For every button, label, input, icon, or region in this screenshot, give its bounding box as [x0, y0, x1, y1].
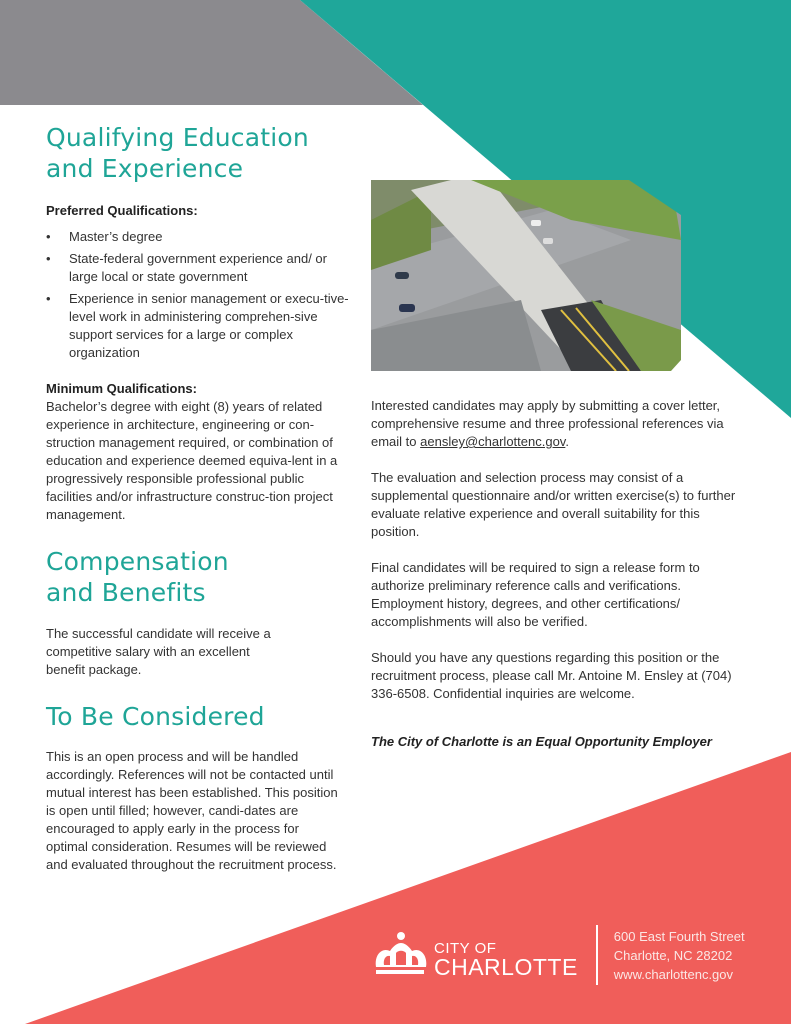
bullet-icon: • [46, 229, 51, 244]
questions-text: Should you have any questions regarding this position or the recruitment process, please call Mr. Antoine M. Ensley at (704) 336-6508. Confidential inquiries are welcome. [371, 650, 732, 701]
apply-text: Interested candidates may apply by submitting a cover letter, comprehensive resume and three professional references via email to [371, 398, 724, 449]
bridge-photo [371, 180, 681, 371]
logo-city-of: CITY OF [434, 940, 497, 957]
list-item [46, 290, 351, 362]
qualifying-section [46, 122, 351, 524]
compensation-text: The successful candidate will receive a competitive salary with an excellent benefit package. [46, 626, 271, 677]
footer [372, 925, 745, 985]
logo-charlotte: CHARLOTTE [434, 954, 578, 980]
list-item-text: Experience in senior management or execu-tive-level work in administering comprehen-sive support services for a large or complex organization [69, 291, 349, 360]
list-item-text: Master’s degree [69, 229, 163, 244]
apply-text-end: . [565, 434, 569, 449]
final-candidates-text: Final candidates will be required to sign a release form to authorize preliminary reference calls and verifications. Employment history, degrees, and other certifications/ accomplishments will also be verified. [371, 560, 700, 629]
email-link[interactable]: aensley@charlottenc.gov [420, 434, 566, 449]
equal-opportunity-statement: The City of Charlotte is an Equal Opportunity Employer [371, 734, 712, 749]
qualifying-title-line1: Qualifying Education [46, 123, 309, 152]
crown-icon [372, 931, 430, 979]
minimum-qualifications-text: Bachelor’s degree with eight (8) years of related experience in architecture, engineering or con-struction management required, or combination of education and experience deemed equiva-lent in a progressively responsible professional public facilities and/or infrastructure construc-tion project management. [46, 399, 338, 522]
footer-divider [596, 925, 598, 985]
evaluation-text: The evaluation and selection process may consist of a supplemental questionnaire and/or written exercise(s) to further evaluate relative experience and overall suitability for this position. [371, 470, 736, 539]
highway-overpass-image [371, 180, 681, 371]
city-of-charlotte-logo [372, 931, 578, 979]
apply-instructions [371, 397, 741, 451]
logo-text [434, 941, 578, 979]
compensation-title-line1: Compensation [46, 547, 229, 576]
compensation-section [46, 546, 351, 679]
considered-text: This is an open process and will be handled accordingly. References will not be contacted until mutual interest has been established. This position is open until filled; however, candi-dates are encouraged to apply early in the process for optimal consideration. Resumes will be reviewed and evaluated throughout the recruitment process. [46, 749, 338, 872]
compensation-title-line2: and Benefits [46, 578, 206, 607]
list-item [46, 228, 351, 246]
qualifying-title-line2: and Experience [46, 154, 244, 183]
preferred-qualifications-list [46, 228, 351, 362]
list-item-text: State-federal government experience and/ or large local or state government [69, 251, 327, 284]
website-link[interactable]: www.charlottenc.gov [613, 966, 734, 982]
considered-title: To Be Considered [46, 702, 265, 731]
qualifying-title [46, 122, 351, 184]
bullet-icon: • [46, 251, 51, 266]
bullet-icon: • [46, 291, 51, 306]
minimum-qualifications-heading: Minimum Qualifications: [46, 381, 197, 396]
list-item [46, 250, 351, 286]
left-column [46, 122, 351, 874]
address-city: Charlotte, NC 28202 [613, 947, 733, 963]
footer-address [614, 927, 745, 984]
preferred-qualifications-heading: Preferred Qualifications: [46, 203, 198, 218]
right-column [371, 180, 741, 764]
address-street: 600 East Fourth Street [613, 928, 745, 944]
considered-section [46, 701, 351, 874]
compensation-title [46, 546, 351, 608]
